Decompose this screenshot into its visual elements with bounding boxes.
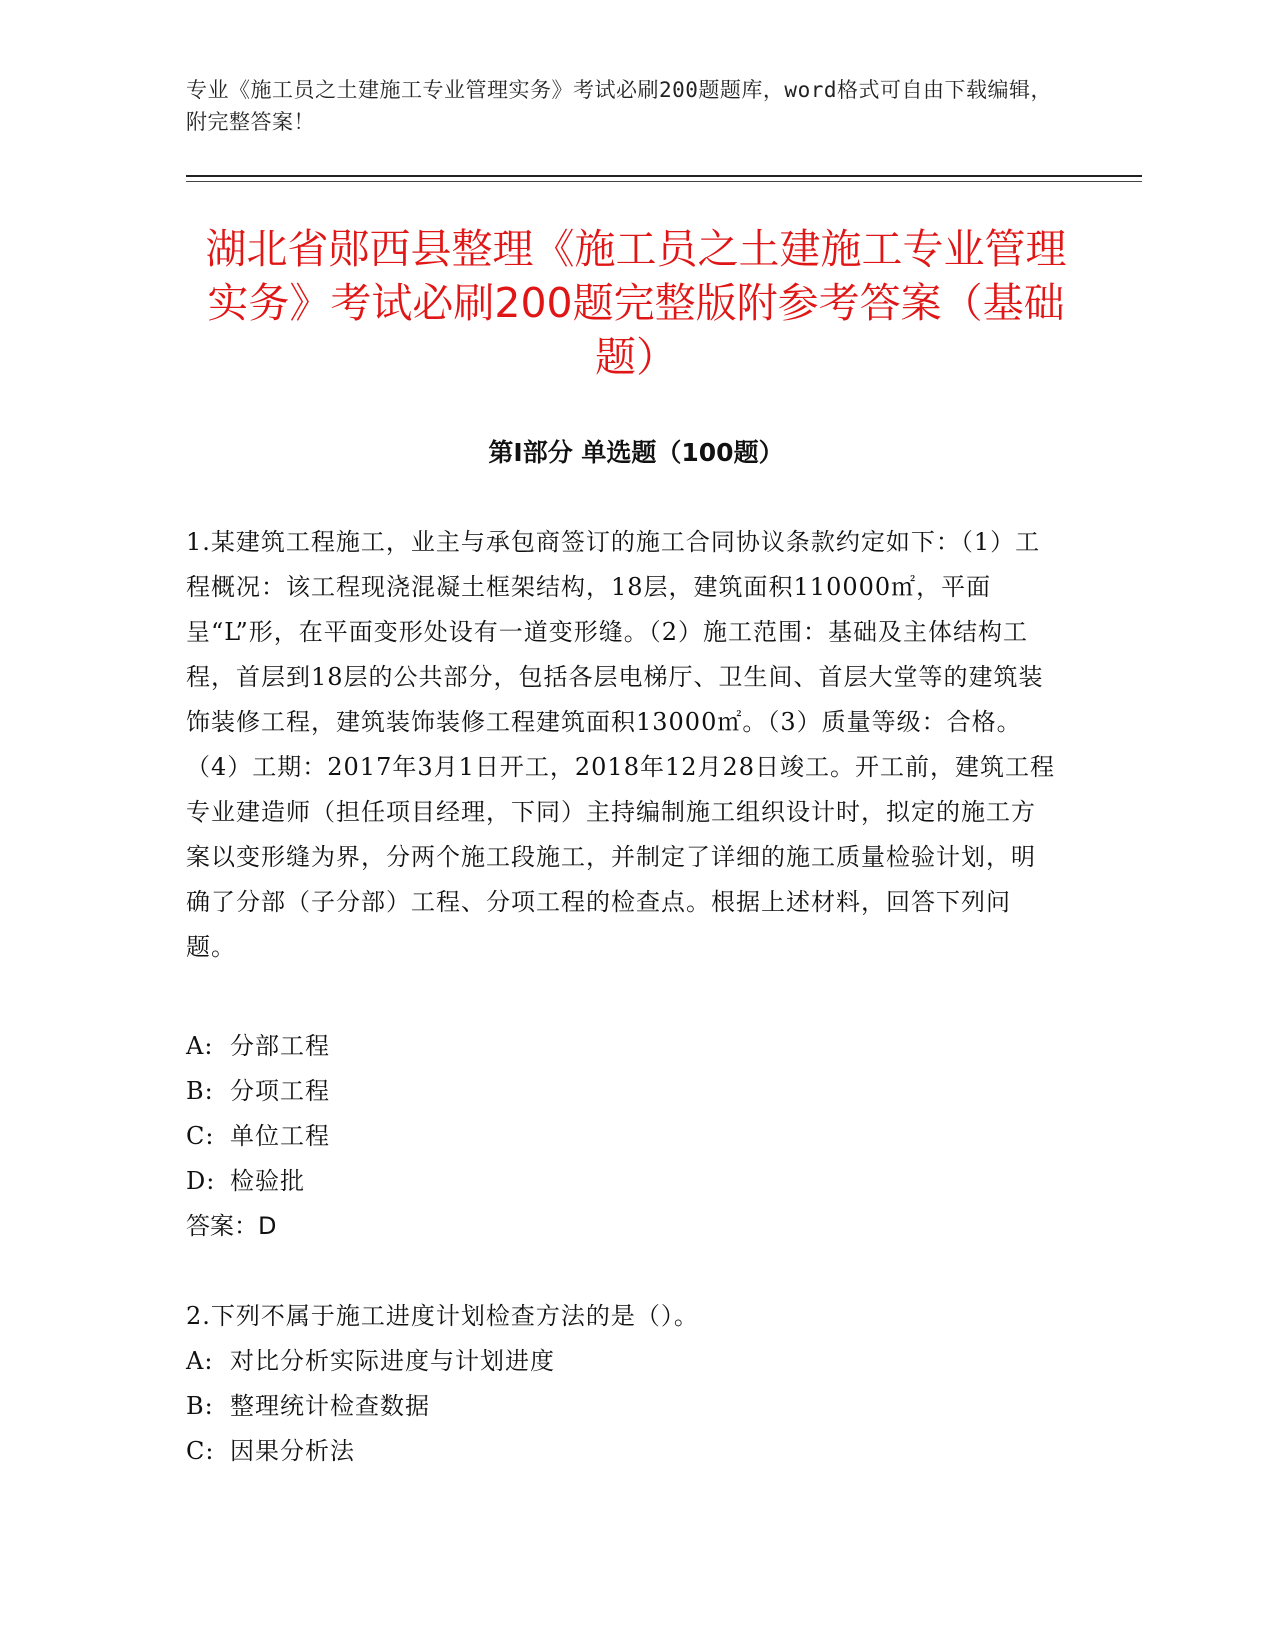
- header-divider-thick: [186, 175, 1142, 177]
- option-text: 检验批: [230, 1167, 305, 1195]
- option-text: 分部工程: [230, 1032, 330, 1060]
- question-1-option-a: [186, 1024, 1066, 1069]
- option-letter: B:: [186, 1392, 214, 1420]
- option-text: 因果分析法: [230, 1437, 355, 1465]
- option-letter: C:: [186, 1122, 215, 1150]
- section-heading: 第Ⅰ部分 单选题（100题）: [488, 438, 784, 467]
- option-text: 整理统计检查数据: [230, 1392, 430, 1420]
- option-letter: B:: [186, 1077, 214, 1105]
- header-divider-thin: [186, 181, 1142, 182]
- header-note: 专业《施工员之土建施工专业管理实务》考试必刷200题题库，word格式可自由下载编辑，附完整答案！: [186, 78, 1052, 134]
- question-1-answer: 答案：D: [186, 1212, 277, 1240]
- question-1-option-b: [186, 1069, 1066, 1114]
- question-1-stem: 1.某建筑工程施工，业主与承包商签订的施工合同协议条款约定如下：（1）工程概况：该工程现浇混凝土框架结构，18层，建筑面积110000㎡，平面呈“L”形，在平面变形处设有一道变形缝。（2）施工范围：基础及主体结构工程，首层到18层的公共部分，包括各层电梯厅、卫生间、首层大堂等的建筑装饰装修工程，建筑装饰装修工程建筑面积13000㎡。（3）质量等级：合格。（4）工期：2017年3月1日开工，2018年12月28日竣工。开工前，建筑工程专业建造师（担任项目经理，下同）主持编制施工组织设计时，拟定的施工方案以变形缝为界，分两个施工段施工，并制定了详细的施工质量检验计划，明确了分部（子分部）工程、分项工程的检查点。根据上述材料，回答下列问题。: [186, 528, 1056, 961]
- question-2-option-b: [186, 1384, 1066, 1429]
- option-text: 单位工程: [230, 1122, 330, 1150]
- option-letter: C:: [186, 1437, 215, 1465]
- option-text: 分项工程: [230, 1077, 330, 1105]
- question-2-option-c: [186, 1429, 1066, 1474]
- option-letter: D:: [186, 1167, 216, 1195]
- option-text: 对比分析实际进度与计划进度: [230, 1347, 555, 1375]
- document-title: 湖北省郧西县整理《施工员之土建施工专业管理实务》考试必刷200题完整版附参考答案（基础题）: [205, 225, 1067, 381]
- option-letter: A:: [186, 1032, 214, 1060]
- question-1-option-d: [186, 1159, 1066, 1204]
- question-1-option-c: [186, 1114, 1066, 1159]
- question-2-option-a: [186, 1339, 1066, 1384]
- option-letter: A:: [186, 1347, 214, 1375]
- question-2-stem: 2.下列不属于施工进度计划检查方法的是（）。: [186, 1302, 699, 1330]
